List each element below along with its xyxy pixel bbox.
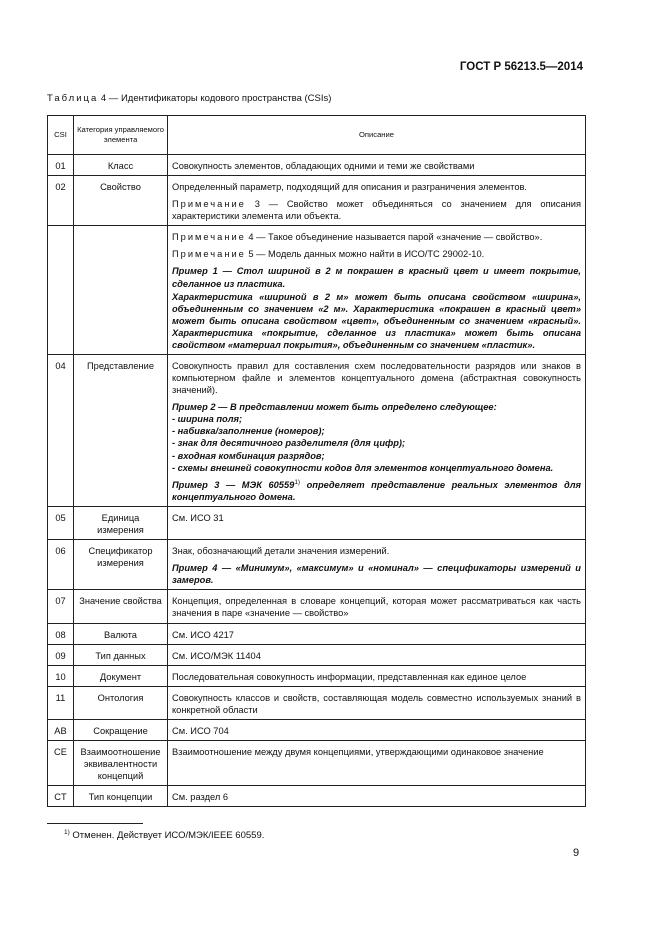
list-item: - ширина поля; (172, 414, 243, 425)
csi-code: 06 (48, 540, 74, 590)
category: Тип концепции (74, 786, 168, 807)
list-item: - входная комбинация разрядов; (172, 450, 325, 461)
example: Пример 4 — «Минимум», «максимум» и «номинал» — спецификаторы измерений и замеров. (172, 563, 581, 586)
csi-code: 02 (48, 176, 74, 226)
table-row (48, 686, 586, 719)
table-row (48, 719, 586, 740)
category: Спецификатор измерения (74, 540, 168, 590)
table-row (48, 644, 586, 665)
example: Пример 2 — В представлении может быть определено следующее: - ширина поля; - набивка/заполнение (номеров); - знак для десятичного разделителя (для цифр); - входная комбинация разрядов; - схемы внешней совокупности кодов для элементов концептуального домена. (172, 401, 581, 473)
table-row (48, 540, 586, 590)
category: Валюта (74, 623, 168, 644)
note: Примечание 5 — Модель данных можно найти в ИСО/ТС 29002-10. (172, 249, 485, 260)
csi-code: 05 (48, 506, 74, 539)
description: Последовательная совокупность информации, представленная как единое целое (168, 665, 586, 686)
description (168, 226, 586, 355)
col-header-category: Категория управляемого элемента (74, 116, 168, 155)
description: Знак, обозначающий детали значения измерений. Пример 4 — «Минимум», «максимум» и «номинал» — спецификаторы измерений и замеров. (168, 540, 586, 590)
table-row (48, 590, 586, 623)
csi-code: 07 (48, 590, 74, 623)
csi-code: AB (48, 719, 74, 740)
note: Примечание 4 — Такое объединение называется парой «значение — свойство». (172, 232, 543, 243)
category: Взаимоотношение эквивалентности концепций (74, 740, 168, 785)
csi-code: 01 (48, 155, 74, 176)
document-header: ГОСТ Р 56213.5—2014 (459, 61, 583, 73)
list-item: - схемы внешней совокупности кодов для элементов концептуального домена. (172, 462, 554, 473)
category: Тип данных (74, 644, 168, 665)
description: См. ИСО 704 (168, 719, 586, 740)
description: См. раздел 6 (168, 786, 586, 807)
category: Документ (74, 665, 168, 686)
table-row (48, 665, 586, 686)
col-header-description: Описание (168, 116, 586, 155)
category: Значение свойства (74, 590, 168, 623)
table-caption: Таблица 4 — Идентификаторы кодового пространства (CSIs) (47, 93, 332, 104)
table-row (48, 623, 586, 644)
category: Сокращение (74, 719, 168, 740)
list-item: - знак для десятичного разделителя (для цифр); (172, 438, 406, 449)
footnote-divider (47, 823, 143, 824)
example-body: Характеристика «шириной в 2 м» может быть описана свойством «ширина», объединенным со значением «2 м». Характеристика «покрашен в красный цвет» может быть описана свойством «цвет», объединенным со значением «красный». Характеристика «покрытие, сделанное из пластика» может быть описана свойством «материал покрытия», объединенным со значением «пластик». (172, 291, 581, 350)
csi-code: 08 (48, 623, 74, 644)
description: См. ИСО 4217 (168, 623, 586, 644)
description: Совокупность правил для составления схем последовательности разрядов или знаков в компьютерном файле и элементов концептуального домена (абстрактная совокупность значений). Пример 2 — В представлении может быть определено следующее: - ширина поля; - набивка/заполнение (номеров); - знак для десятичного разделителя (для цифр); - входная комбинация разрядов; - схемы внешней совокупности кодов для элементов концептуального домена. Пример 3 — МЭК 60559$^{1)}$ определяет представление реальных элементов для концептуального домена. (168, 355, 586, 507)
description: Совокупность классов и свойств, составляющая модель совместно используемых знаний в конкретной области (168, 686, 586, 719)
table-row (48, 355, 586, 507)
csi-table (47, 115, 586, 807)
page-number: 9 (573, 847, 580, 859)
csi-code: CE (48, 740, 74, 785)
description: Взаимоотношение между двумя концепциями, утверждающими одинаковое значение (168, 740, 586, 785)
csi-code: 09 (48, 644, 74, 665)
csi-code: 04 (48, 355, 74, 507)
table-row (48, 176, 586, 226)
csi-code: 10 (48, 665, 74, 686)
note: Примечание 3 — Свойство может объединяться со значением для описания характеристики элемента или объекта. (172, 199, 581, 222)
footnote-ref: 1) (294, 478, 301, 486)
table-row (48, 506, 586, 539)
category: Онтология (74, 686, 168, 719)
csi-code: CT (48, 786, 74, 807)
description: См. ИСО 31 (168, 506, 586, 539)
category: Единица измерения (74, 506, 168, 539)
example: Пример 1 — Стол шириной в 2 м покрашен в красный цвет и имеет покрытие, сделанное из пластика. (172, 266, 581, 289)
csi-code: 11 (48, 686, 74, 719)
col-header-csi: CSI (48, 116, 74, 155)
table-row (48, 740, 586, 785)
category: Представление (74, 355, 168, 507)
table-row (48, 226, 586, 355)
table-row (48, 155, 586, 176)
example: Пример 3 — МЭК 60559$^{1)}$ определяет представление реальных элементов для концептуального домена. (172, 478, 581, 502)
table-header-row (48, 116, 586, 155)
list-item: - набивка/заполнение (номеров); (172, 426, 325, 437)
description: Определенный параметр, подходящий для описания и разграничения элементов. Примечание 3 — Свойство может объединяться со значением для описания характеристики элемента или объекта. (168, 176, 586, 226)
description: Совокупность элементов, обладающих одними и теми же свойствами (168, 155, 586, 176)
category: Класс (74, 155, 168, 176)
table-row (48, 786, 586, 807)
description: См. ИСО/МЭК 11404 (168, 644, 586, 665)
category: Свойство (74, 176, 168, 226)
footnote: $^{1)}$ Отменен. Действует ИСО/МЭК/IEEE 60559. (64, 829, 265, 842)
description: Концепция, определенная в словаре концепций, которая может рассматриваться как часть значения в паре «значение — свойство» (168, 590, 586, 623)
